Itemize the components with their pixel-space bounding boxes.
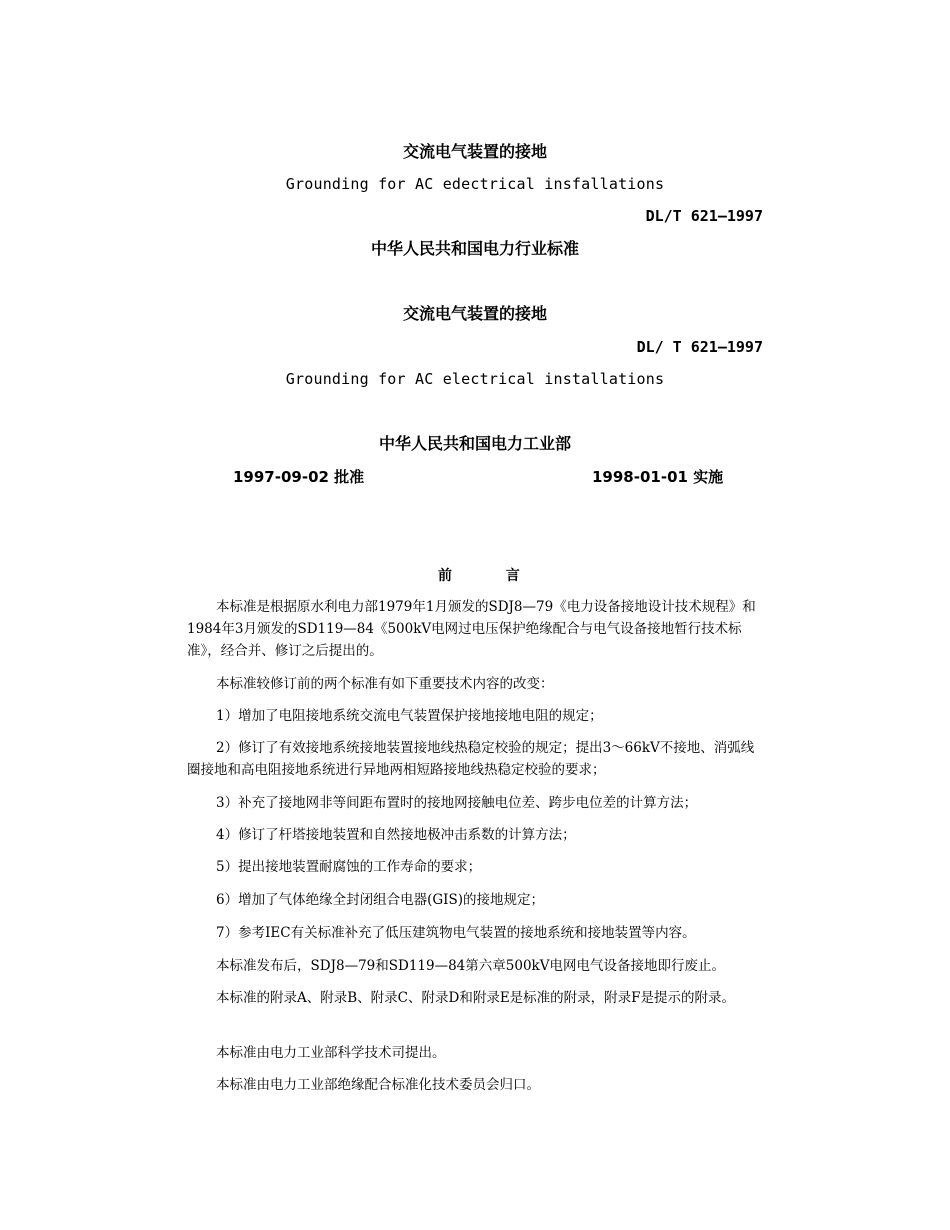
standard-code-2: DL/ T 621—1997	[636, 338, 763, 356]
preface-paragraph: 本标准发布后，SDJ8—79和SD119—84第六章500kV电网电气设备接地即行废止。	[216, 958, 725, 974]
preface-list-item: 2）修订了有效接地系统接地装置接地线热稳定校验的规定；提出3～66kV不接地、消弧线圈接地和高电阻接地系统进行异地两相短路接地线热稳定校验的要求；	[187, 740, 755, 778]
title-en-2: Grounding for AC electrical installations	[285, 370, 665, 388]
preface-list-item: 4）修订了杆塔接地装置和自然接地极冲击系数的计算方法；	[216, 827, 576, 843]
title-cn-2: 交流电气装置的接地	[402, 304, 547, 323]
preface-heading-right: 言	[505, 568, 520, 584]
approve-date: 1997-09-02 批准	[233, 468, 365, 486]
issuing-org-2: 中华人民共和国电力工业部	[378, 434, 571, 453]
issuing-org-1: 中华人民共和国电力行业标准	[370, 239, 579, 258]
preface-list-item: 3）补充了接地网非等间距布置时的接地网接触电位差、跨步电位差的计算方法；	[216, 795, 698, 811]
standard-code-1: DL/T 621—1997	[645, 207, 763, 225]
title-cn-1: 交流电气装置的接地	[402, 142, 547, 161]
preface-paragraph: 本标准由电力工业部科学技术司提出。	[216, 1045, 446, 1061]
preface-paragraph: 本标准由电力工业部绝缘配合标准化技术委员会归口。	[216, 1077, 540, 1093]
preface-paragraph: 本标准的附录A、附录B、附录C、附录D和附录E是标准的附录，附录F是提示的附录。	[216, 990, 736, 1006]
preface-paragraph: 本标准较修订前的两个标准有如下重要技术内容的改变：	[216, 676, 554, 692]
preface-list-item: 6）增加了气体绝缘全封闭组合电器(GIS)的接地规定；	[216, 892, 544, 908]
preface-heading	[438, 566, 520, 586]
preface-paragraph: 本标准是根据原水利电力部1979年1月颁发的SDJ8—79《电力设备接地设计技术规程》和1984年3月颁发的SD119—84《500kV电网过电压保护绝缘配合与电气设备接地暂行技术标准》，经合并、修订之后提出的。	[187, 599, 756, 659]
title-en-1: Grounding for AC edectrical insfallations	[285, 175, 665, 193]
preface-heading-left: 前	[438, 568, 452, 584]
preface-list-item: 5）提出接地装置耐腐蚀的工作寿命的要求；	[216, 859, 482, 875]
implement-date: 1998-01-01 实施	[592, 468, 724, 486]
preface-list-item: 1）增加了电阻接地系统交流电气装置保护接地接地电阻的规定；	[216, 708, 603, 724]
preface-list-item: 7）参考IEC有关标准补充了低压建筑物电气装置的接地系统和接地装置等内容。	[216, 925, 696, 941]
